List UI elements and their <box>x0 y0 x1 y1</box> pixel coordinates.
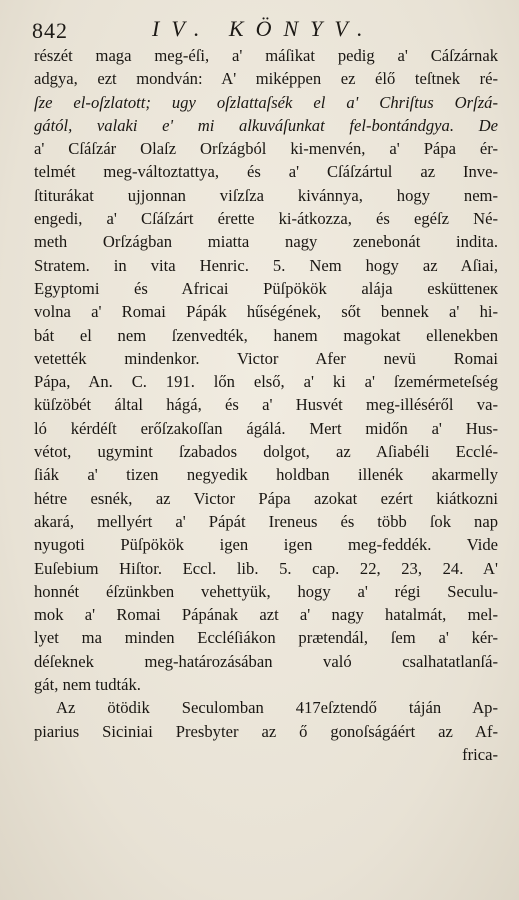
text-line: Az ötödik Seculomban 417eſztendő táján Ap- <box>56 698 498 718</box>
text-line: adgya, ezt mondván: A' miképpen ez élő teſtnek ré- <box>34 69 498 89</box>
text-line: mok a' Romai Pápának azt a' nagy hatalmát, mel- <box>34 605 498 625</box>
page-number: 842 <box>32 18 68 43</box>
text-line: ló kérdéſt erőſzakoſſan ágálá. Mert midőn a' Hus- <box>34 418 498 438</box>
text-line: nyugoti Püſpökök igen igen meg-feddék. Vide <box>34 535 498 555</box>
text-line: küſzöbét által hágá, és a' Husvét meg-illéséről va- <box>34 395 498 415</box>
text-line: vétot, ugymint ſzabados dolgot, az Aſiabéli Ecclé- <box>34 442 498 462</box>
text-line: déſeknek meg-határozásában való csalhatatlanſá- <box>34 651 498 671</box>
text-line: gától, valaki e' mi alkuváſunkat fel-bontándgya. De <box>34 115 498 135</box>
page-header <box>32 14 499 44</box>
text-line: Stratem. in vita Henric. 5. Nem hogy az Aſiai, <box>34 255 498 275</box>
text-line: vetették mindenkor. Victor Afer nevü Romai <box>34 348 498 368</box>
text-line: hétre esnék, az Victor Pápa azokat ezért kiátkozni <box>34 488 498 508</box>
text-line: lyet ma minden Eccléſiákon prætendál, ſem a' kér- <box>34 628 498 648</box>
body-text <box>34 44 498 766</box>
text-line: gát, nem tudták. <box>34 675 141 695</box>
text-line: akará, mellyért a' Pápát Ireneus és több ſok nap <box>34 511 498 531</box>
text-line: részét maga meg-éſi, a' máſikat pedig a' Cáſzárnak <box>34 46 498 65</box>
text-line: bát el nem ſzenvedték, hanem magokat ellenekben <box>34 325 498 345</box>
text-line: piarius Siciniai Presbyter az ő gonoſságáért az Af- <box>34 721 498 741</box>
text-line: Euſebium Hiſtor. Eccl. lib. 5. cap. 22, 23, 24. A' <box>34 558 498 578</box>
text-line: engedi, a' Cſáſzárt érette ki-átkozza, és egéſz Né- <box>34 209 498 229</box>
text-line: ſze el-oſzlatott; ugy oſzlattaſsék el a' Chriſtus Orſzá- <box>34 92 498 112</box>
text-line: Pápa, An. C. 191. lőn első, a' ki a' ſzemérmeteſség <box>34 372 498 392</box>
catchword: frica- <box>462 744 498 764</box>
text-line: a' Cſáſzár Olaſz Orſzágból ki-menvén, a' Pápa ér- <box>34 139 498 159</box>
text-line: volna a' Romai Pápák hűségének, sőt bennek a' hi- <box>34 302 498 322</box>
text-line: honnét éſzünkben vehettyük, hogy a' régi Seculu- <box>34 581 498 601</box>
text-line: telmét meg-változtattya, és a' Cſáſzártul az Inve- <box>34 162 498 182</box>
running-title: IV. KÖNYV. <box>152 16 375 41</box>
text-line: ſtiturákat ujjonnan viſzſza kivánnya, hogy nem- <box>34 185 498 205</box>
text-line: meth Orſzágban miatta nagy zenebonát indita. <box>34 232 498 252</box>
text-line: ſiák a' tizen negyedik holdban illenék akarmelly <box>34 465 498 485</box>
text-line: Egyptomi és Africai Püſpökök alája eskütteneк <box>34 278 498 298</box>
